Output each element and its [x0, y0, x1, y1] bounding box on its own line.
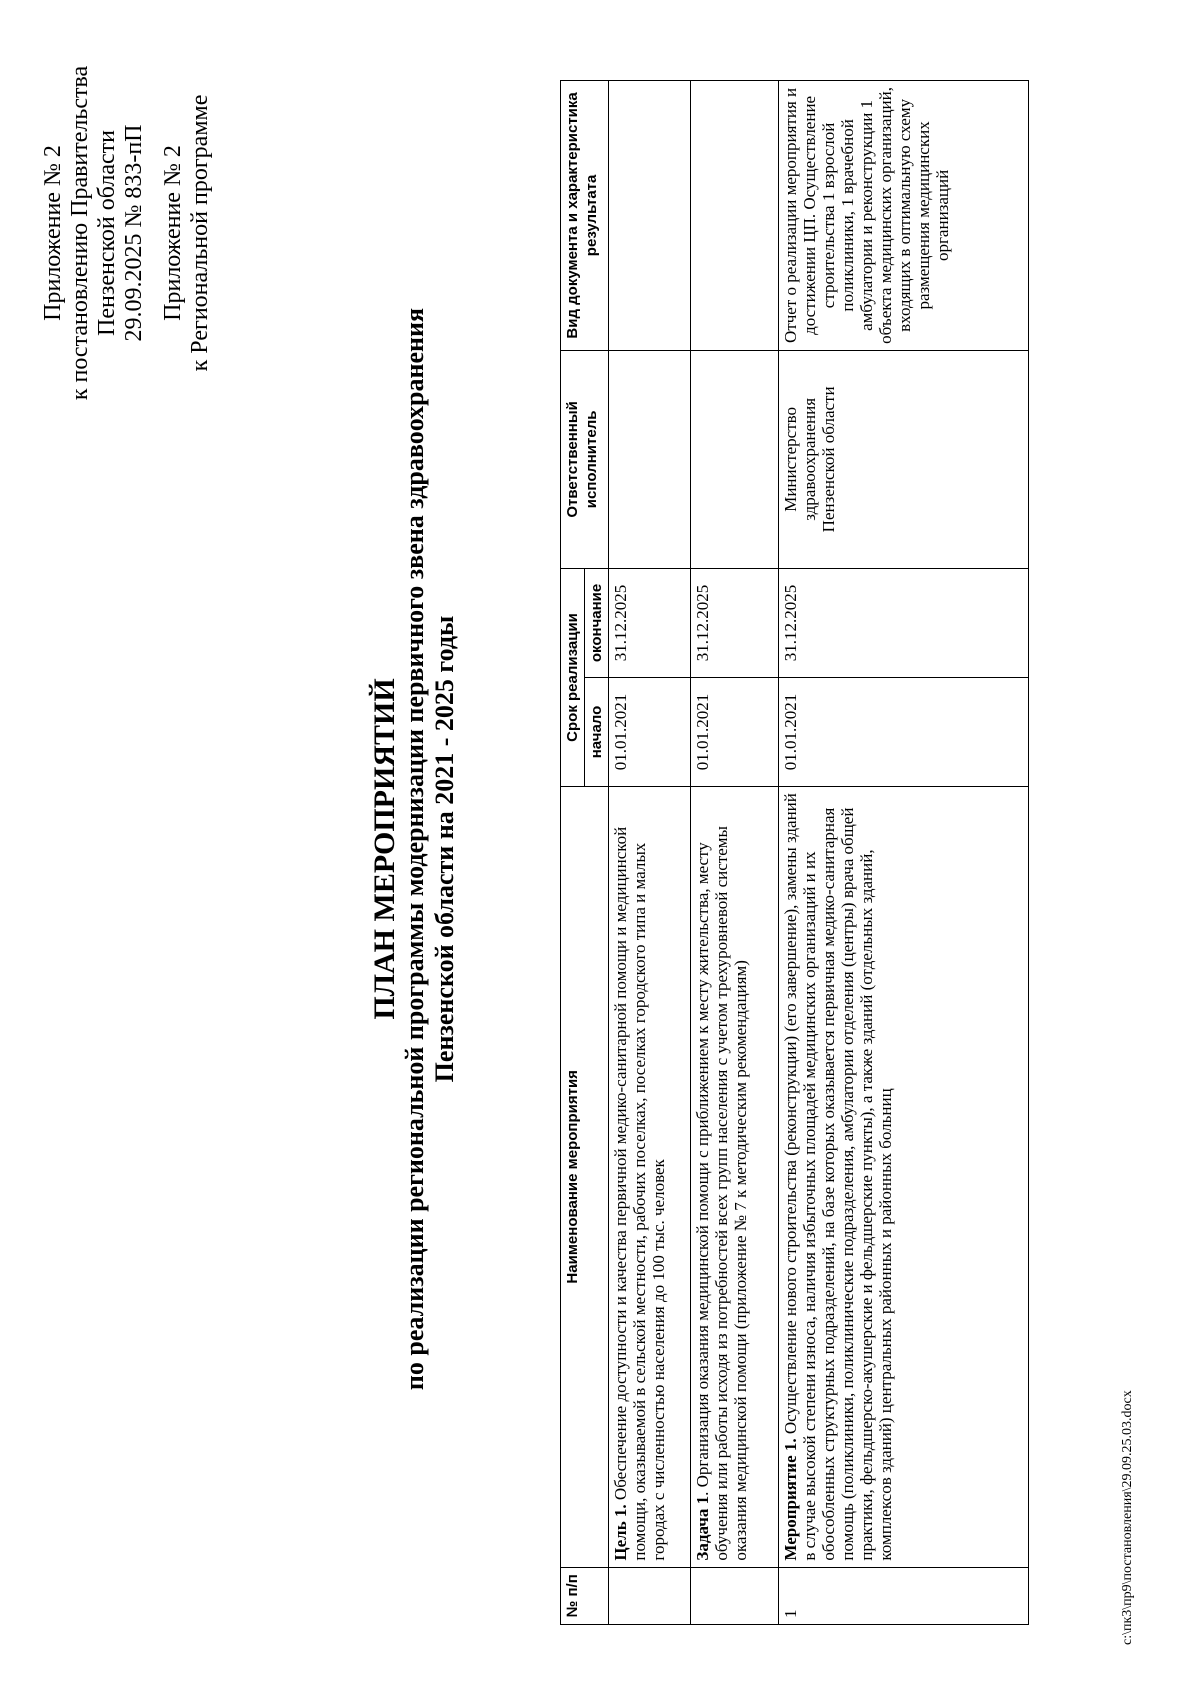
cell-end: 31.12.2025 [779, 568, 1029, 677]
document-title [370, 33, 460, 1665]
cell-start: 01.01.2021 [779, 677, 1029, 786]
appendix-line: к постановлению Правительства [67, 65, 93, 400]
title-line-2: по реализации региональной программы модернизации первичного звена здравоохранения [400, 307, 429, 1390]
header-start: начало [585, 677, 609, 786]
cell-num: 1 [779, 1567, 1029, 1624]
header-result: Вид документа и характеристика результата [561, 80, 609, 350]
table-row-task [691, 80, 779, 1624]
cell-end: 31.12.2025 [609, 568, 691, 677]
appendix-line: Приложение № 2 [40, 144, 66, 321]
title-line-3: Пензенской области на 2021 - 2025 годы [430, 615, 459, 1082]
header-period: Срок реализации [561, 568, 585, 786]
header-name: Наименование мероприятия [561, 786, 609, 1567]
table-row-goal [609, 80, 691, 1624]
cell-text: Обеспечение доступности и качества первичной медико-санитарной помощи и медицинской помощи, оказываемой в сельской местности, рабочих поселках, поселках городского типа и малых городах с численностью населения до 100 тыс. человек [611, 826, 668, 1561]
title-line-1: ПЛАН МЕРОПРИЯТИЙ [368, 677, 401, 1020]
appendix-line: к Региональной программе [187, 94, 213, 371]
cell-responsible [691, 350, 779, 568]
cell-responsible: Министерство здравоохранения Пензенской области [779, 350, 1029, 568]
cell-result [691, 80, 779, 350]
cell-responsible [609, 350, 691, 568]
header-responsible: Ответственный исполнитель [561, 350, 609, 568]
appendix-line: Пензенской области [94, 129, 120, 336]
cell-text: Осуществление нового строительства (реконструкции) (его завершение), замены зданий в случае высокой степени износа, наличия избыточных площадей медицинских организаций и их обособленных структурных подразделений, на базе которых оказывается первичная медико-санитарная помощь (поликлиники, поликлинические подразделения, амбулатории отделения (центры) врача общей практики, фельдшерско-акушерские и фельдшерские пункты), а также зданий (отдельных зданий, комплексов зданий) центральных районных и районных больниц [781, 792, 895, 1561]
rotated-page [40, 33, 1160, 1665]
header-num: № п/п [561, 1567, 609, 1624]
appendix-line: 29.09.2025 № 833-пП [121, 123, 147, 342]
cell-num [691, 1567, 779, 1624]
plan-table [560, 80, 1029, 1625]
cell-end: 31.12.2025 [691, 568, 779, 677]
appendix-header [40, 33, 226, 433]
cell-result: Отчет о реализации мероприятия и достижении ЦП. Осуществление строительства 1 взрослой поликлиники, 1 врачебной амбулатории и реконструкции 1 объекта медицинских организаций, входящих в оптимальную схему размещения медицинских организаций [779, 80, 1029, 350]
cell-name [691, 786, 779, 1567]
cell-lead: Задача 1 [693, 1495, 712, 1561]
cell-text: . Организация оказания медицинской помощи с приближением к месту жительства, месту обучения или работы исходя из потребностей всех групп населения с учетом трехуровневой системы оказания медицинской помощи (приложение № 7 к методическим рекомендациям) [693, 825, 750, 1561]
cell-result [609, 80, 691, 350]
cell-start: 01.01.2021 [691, 677, 779, 786]
header-end: окончание [585, 568, 609, 677]
cell-lead: Цель 1. [611, 1503, 630, 1561]
file-path-footer: c:\пк3\пр9\постановления\29.09.25.03.docx [1120, 1389, 1135, 1645]
appendix-decree [40, 33, 148, 433]
cell-name [609, 786, 691, 1567]
cell-start: 01.01.2021 [609, 677, 691, 786]
cell-name [779, 786, 1029, 1567]
table-row-measure [779, 80, 1029, 1624]
cell-num [609, 1567, 691, 1624]
appendix-program [160, 33, 214, 433]
cell-lead: Мероприятие 1. [781, 1437, 800, 1561]
appendix-line: Приложение № 2 [160, 144, 186, 321]
